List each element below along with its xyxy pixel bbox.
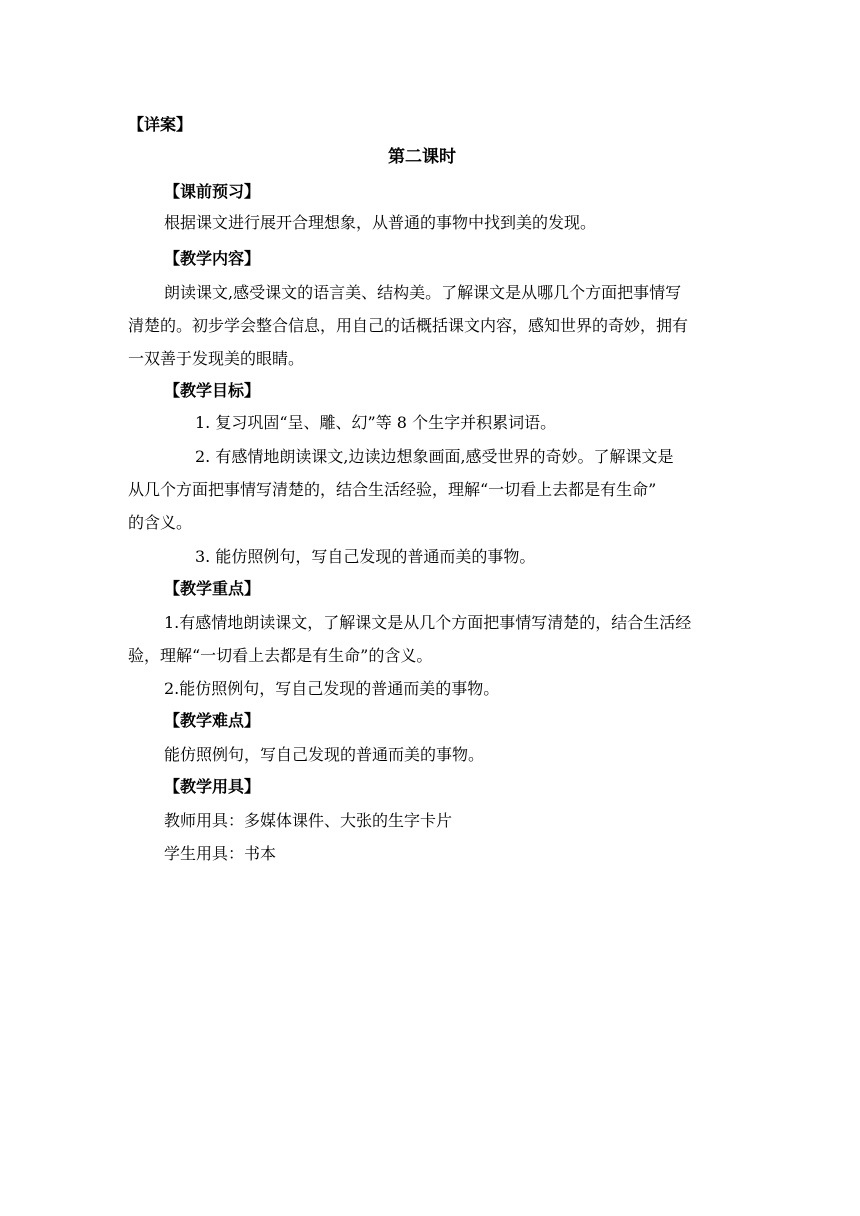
- goals-item-2-line-2: 从几个方面把事情写清楚的，结合生活经验，理解“一切看上去都是有生命”: [128, 480, 657, 499]
- tools-heading: 【教学用具】: [164, 777, 261, 796]
- key-points-item-1-line-2: 验，理解“一切看上去都是有生命”的含义。: [128, 646, 433, 665]
- tools-student: 学生用具：书本: [164, 844, 277, 863]
- key-points-item-2: 2.能仿照例句，写自己发现的普通而美的事物。: [164, 679, 500, 698]
- content-heading: 【教学内容】: [164, 249, 261, 268]
- content-line-1: 朗读课文,感受课文的语言美、结构美。了解课文是从哪几个方面把事情写: [164, 283, 682, 302]
- goals-item-2-line-1: 2. 有感情地朗读课文,边读边想象画面,感受世界的奇妙。了解课文是: [195, 447, 674, 466]
- difficulties-text: 能仿照例句，写自己发现的普通而美的事物。: [164, 745, 485, 764]
- goals-item-2-line-3: 的含义。: [128, 513, 193, 532]
- content-line-3: 一双善于发现美的眼睛。: [128, 349, 305, 368]
- preview-heading: 【课前预习】: [164, 182, 261, 201]
- goals-item-3: 3. 能仿照例句，写自己发现的普通而美的事物。: [195, 547, 536, 566]
- tools-teacher: 教师用具：多媒体课件、大张的生字卡片: [164, 811, 453, 830]
- label-xiangan: 【详案】: [128, 115, 193, 134]
- lesson-title: 第二课时: [388, 147, 456, 167]
- key-points-heading: 【教学重点】: [164, 579, 261, 598]
- goals-heading: 【教学目标】: [164, 381, 261, 400]
- key-points-item-1-line-1: 1.有感情地朗读课文，了解课文是从几个方面把事情写清楚的，结合生活经: [164, 613, 692, 632]
- content-line-2: 清楚的。初步学会整合信息，用自己的话概括课文内容，感知世界的奇妙，拥有: [128, 316, 689, 335]
- difficulties-heading: 【教学难点】: [164, 711, 261, 730]
- goals-item-1: 1. 复习巩固“呈、雕、幻”等 8 个生字并积累词语。: [195, 413, 557, 432]
- preview-text: 根据课文进行展开合理想象，从普通的事物中找到美的发现。: [164, 213, 597, 232]
